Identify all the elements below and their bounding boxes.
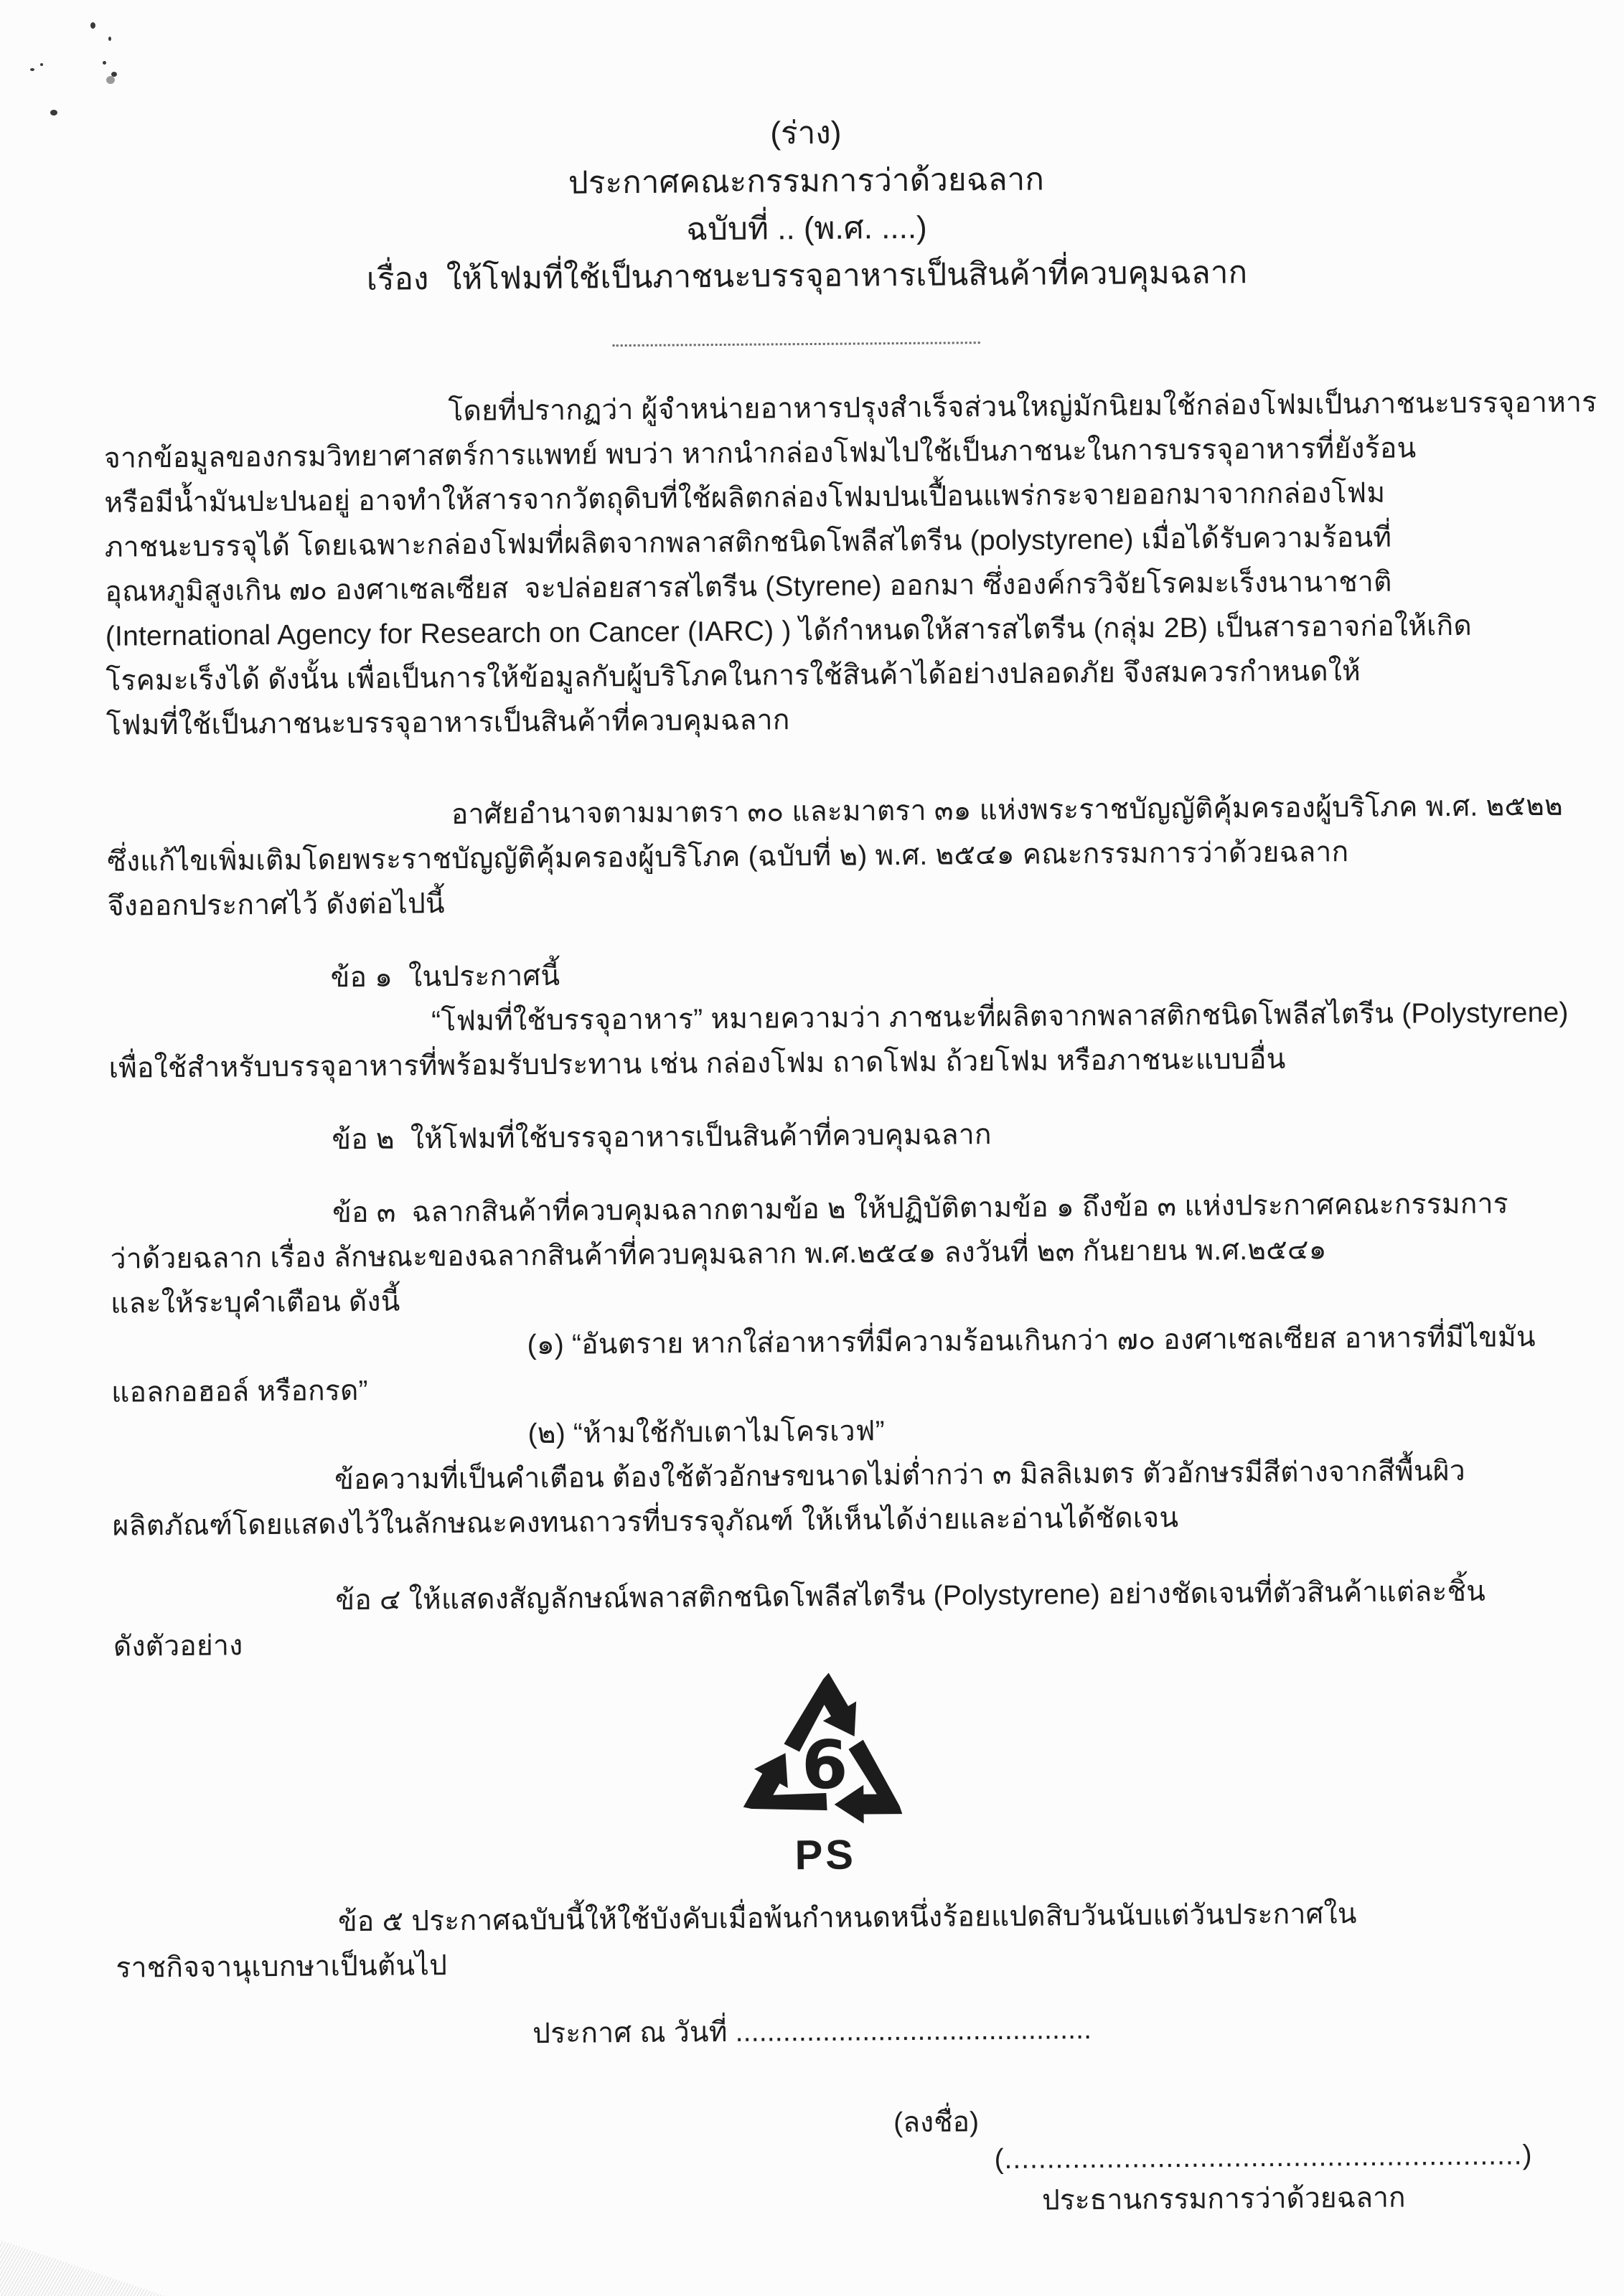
doc-line: และให้ระบุคำเตือน ดังนี้ [111, 1286, 400, 1319]
section-1-heading: ข้อ ๑ ในประกาศนี้ [330, 960, 560, 994]
doc-line: อาศัยอำนาจตามมาตรา ๓๐ และมาตรา ๓๑ แห่งพระราชบัญญัติคุ้มครองผู้บริโภค พ.ศ. ๒๕๒๒ [451, 790, 1564, 830]
warning-item-1: (๑) “อันตราย หากใส่อาหารที่มีความร้อนเกินกว่า ๗๐ องศาเซลเซียส อาหารที่มีไขมัน [527, 1322, 1536, 1361]
signer-title: ประธานกรรมการว่าด้วยฉลาก [1041, 2182, 1406, 2216]
doc-line: “โฟมที่ใช้บรรจุอาหาร” หมายความว่า ภาชนะที่ผลิตจากพลาสติกชนิดโพลีสไตรีน (Polystyrene) [431, 997, 1569, 1038]
draft-label: (ร่าง) [770, 115, 842, 151]
doc-line: โรคมะเร็งได้ ดังนั้น เพื่อเป็นการให้ข้อมูลกับผู้บริโภคในการใช้สินค้าได้อย่างปลอดภัย จึงสมควรกำหนดให้ [105, 655, 1361, 697]
section-2-heading: ข้อ ๒ ให้โฟมที่ใช้บรรจุอาหารเป็นสินค้าที่ควบคุมฉลาก [332, 1119, 992, 1156]
issue-number-line: ฉบับที่ .. (พ.ศ. ....) [685, 210, 927, 248]
section-3-heading: ข้อ ๓ ฉลากสินค้าที่ควบคุมฉลากตามข้อ ๒ ให้ปฏิบัติตามข้อ ๑ ถึงข้อ ๓ แห่งประกาศคณะกรรมการ [332, 1188, 1509, 1229]
subject-line: เรื่อง ให้โฟมที่ใช้เป็นภาชนะบรรจุอาหารเป็นสินค้าที่ควบคุมฉลาก [366, 255, 1248, 297]
doc-line: ดังตัวอย่าง [113, 1630, 243, 1662]
doc-line: อุณหภูมิสูงเกิน ๗๐ องศาเซลเซียส จะปล่อยสารสไตรีน (Styrene) ออกมา ซึ่งองค์กรวิจัยโรคมะเร็งนานาชาติ [105, 566, 1392, 608]
polystyrene-recycling-symbol [687, 1668, 962, 1878]
doc-line: เพื่อใช้สำหรับบรรจุอาหารที่พร้อมรับประทาน เช่น กล่องโฟม ถาดโฟม ถ้วยโฟม หรือภาชนะแบบอื่น [108, 1043, 1286, 1084]
doc-line: จึงออกประกาศไว้ ดังต่อไปนี้ [107, 888, 445, 922]
material-code-label: PS [794, 1831, 857, 1879]
doc-line: ว่าด้วยฉลาก เรื่อง ลักษณะของฉลากสินค้าที่ควบคุมฉลาก พ.ศ.๒๕๔๑ ลงวันที่ ๒๓ กันยายน พ.ศ.๒๕๔๑ [110, 1234, 1327, 1275]
doc-line: จากข้อมูลของกรมวิทยาศาสตร์การแพทย์ พบว่า หากนำกล่องโฟมไปใช้เป็นภาชนะในการบรรจุอาหารที่ยังร้อน [103, 433, 1417, 474]
doc-line: ซึ่งแก้ไขเพิ่มเติมโดยพระราชบัญญัติคุ้มครองผู้บริโภค (ฉบับที่ ๒) พ.ศ. ๒๕๔๑ คณะกรรมการว่าด้วยฉลาก [107, 837, 1349, 878]
signature-name-line: (.............................................................) [994, 2140, 1533, 2175]
doc-line: (International Agency for Research on Cancer (IARC) ) ได้กำหนดให้สารสไตรีน (กลุ่ม 2B) เป็นสารอาจก่อให้เกิด [105, 610, 1473, 652]
doc-line: ข้อความที่เป็นคำเตือน ต้องใช้ตัวอักษรขนาดไม่ต่ำกว่า ๓ มิลลิเมตร ตัวอักษรมีสีต่างจากสีพื้นผิว [334, 1455, 1466, 1496]
section-4-heading: ข้อ ๔ ให้แสดงสัญลักษณ์พลาสติกชนิดโพลีสไตรีน (Polystyrene) อย่างชัดเจนที่ตัวสินค้าแต่ละชิ้น [335, 1576, 1486, 1617]
title-divider [613, 342, 980, 347]
warning-item-2: (๒) “ห้ามใช้กับเตาไมโครเวฟ” [527, 1416, 885, 1450]
recycling-number: 6 [801, 1726, 848, 1805]
recycling-arrows-icon [733, 1669, 916, 1834]
signature-label: (ลงชื่อ) [893, 2107, 980, 2139]
doc-line: ราชกิจจานุเบกษาเป็นต้นไป [116, 1950, 448, 1984]
doc-line: หรือมีน้ำมันปะปนอยู่ อาจทำให้สารจากวัตถุดิบที่ใช้ผลิตกล่องโฟมปนเปื้อนแพร่กระจายออกมาจากกล่องโฟม [104, 477, 1386, 519]
doc-line: โฟมที่ใช้เป็นภาชนะบรรจุอาหารเป็นสินค้าที่ควบคุมฉลาก [105, 705, 790, 741]
announcement-title: ประกาศคณะกรรมการว่าด้วยฉลาก [568, 161, 1045, 201]
doc-line: โดยที่ปรากฏว่า ผู้จำหน่ายอาหารปรุงสำเร็จส่วนใหญ่มักนิยมใช้กล่องโฟมเป็นภาชนะบรรจุอาหาร [448, 387, 1597, 427]
doc-line: ภาชนะบรรจุได้ โดยเฉพาะกล่องโฟมที่ผลิตจากพลาสติกชนิดโพลีสไตรีน (polystyrene) เมื่อได้รับความร้อนที่ [104, 522, 1392, 563]
announcement-date-line: ประกาศ ณ วันที่ ............................................. [532, 2013, 1092, 2050]
section-5-heading: ข้อ ๕ ประกาศฉบับนี้ให้ใช้บังคับเมื่อพ้นกำหนดหนึ่งร้อยแปดสิบวันนับแต่วันประกาศใน [337, 1899, 1357, 1938]
doc-line: แอลกอฮอล์ หรือกรด” [111, 1375, 368, 1408]
doc-line: ผลิตภัณฑ์โดยแสดงไว้ในลักษณะคงทนถาวรที่บรรจุภัณฑ์ ให้เห็นได้ง่ายและอ่านได้ชัดเจน [112, 1502, 1179, 1542]
